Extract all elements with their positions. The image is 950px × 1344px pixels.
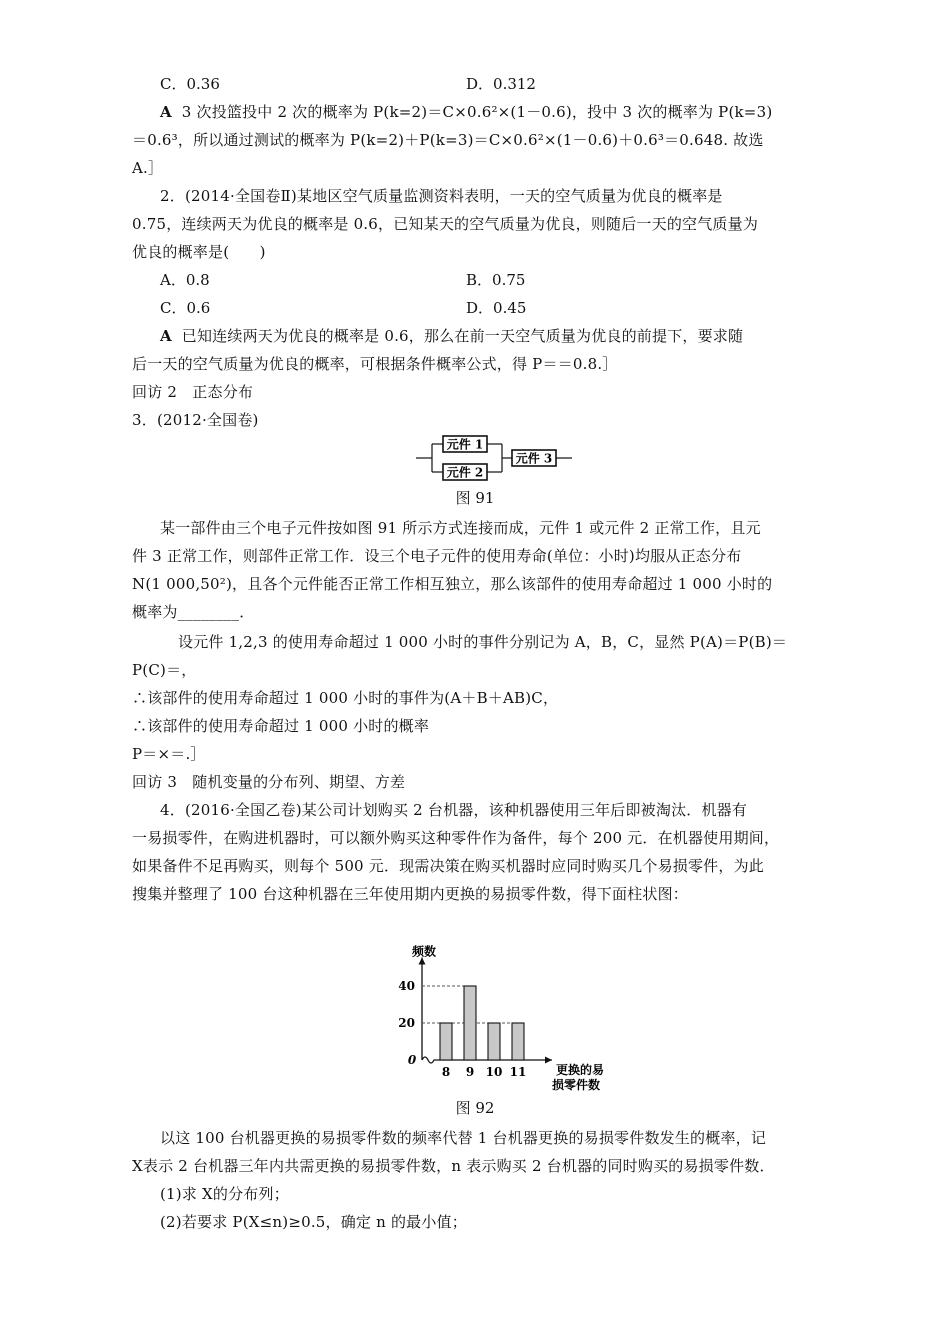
q3-head: 3．(2012·全国卷) [132,411,259,429]
q4-stem-line-2: 一易损零件，在购进机器时，可以额外购买这种零件作为备件，每个 200 元．在机器使用期间， [132,829,780,847]
x-tick-label-10: 10 [485,1065,503,1079]
x-tick-label-8: 8 [441,1065,451,1079]
x-tick-label-9: 9 [465,1065,475,1079]
q1-option-c: C．0.36 [160,75,220,93]
section-3-heading: 回访 3 随机变量的分布列、期望、方差 [132,773,406,791]
component-2-label: 元件 2 [446,465,484,480]
q1-answer-line-1 [160,98,840,126]
q4-stem-line-1: 4．(2016·全国乙卷)某公司计划购买 2 台机器，该种机器使用三年后即被淘汰．机器有 [160,801,748,819]
q1-answer-line-2: ＝0.6³，所以通过测试的概率为 P(k=2)＋P(k=3)＝C×0.6²×(1－0.6)＋0.6³＝0.648. 故选 [132,131,764,149]
q4-stem-line-3: 如果备件不足再购买，则每个 500 元．现需决策在购买机器时应同时购买几个易损零件，为此 [132,857,764,875]
q2-stem-line-1: 2．(2014·全国卷Ⅱ)某地区空气质量监测资料表明，一天的空气质量为优良的概率是 [160,187,723,205]
y-axis-arrow [419,958,426,965]
q2-answer-line-2: 后一天的空气质量为优良的概率，可根据条件概率公式，得 P＝＝0.8.］ [132,355,618,373]
component-3-label: 元件 3 [515,451,553,466]
y-tick-label-20: 20 [398,1016,415,1030]
q3-stem-line-4: 概率为________． [132,603,255,621]
q3-answer-line-2: P(C)＝， [132,661,197,679]
y-tick-label-40: 40 [398,979,415,993]
x-axis-label-line-1: 更换的易 [555,1063,605,1077]
q4-after-line-1: 以这 100 台机器更换的易损零件数的频率代替 1 台机器更换的易损零件数发生的概率，记 [160,1129,767,1147]
q4-after-line-2: X表示 2 台机器三年内共需更换的易损零件数，n 表示购买 2 台机器的同时购买的易损零件数． [132,1157,775,1175]
figure-91-caption: 图 91 [455,489,495,507]
q1-option-d: D．0.312 [466,75,536,93]
figure-92-caption: 图 92 [455,1099,495,1117]
q3-answer-line-1: 设元件 1,2,3 的使用寿命超过 1 000 小时的事件分别记为 A，B，C，显然 P(A)＝P(B)＝ [178,633,788,651]
q2-option-b: B．0.75 [466,271,526,289]
q4-stem-line-4: 搜集并整理了 100 台这种机器在三年使用期内更换的易损零件数，得下面柱状图： [132,885,688,903]
section-2-heading: 回访 2 正态分布 [132,383,254,401]
q2-option-d: D．0.45 [466,299,527,317]
q2-answer-mark: A [160,327,172,345]
bar-9 [464,986,476,1060]
x-tick-label-11: 11 [509,1065,527,1079]
q2-option-c: C．0.6 [160,299,211,317]
circuit-diagram [410,432,580,484]
bar-chart [380,905,610,1095]
q2-stem-line-3: 优良的概率是( ) [132,243,266,261]
q2-stem-line-2: 0.75，连续两天为优良的概率是 0.6，已知某天的空气质量为优良，则随后一天的空气质量为 [132,215,759,233]
q3-answer-line-4: ∴该部件的使用寿命超过 1 000 小时的概率 [132,717,430,735]
origin-label: 0 [407,1053,417,1067]
q3-stem-line-2: 件 3 正常工作，则部件正常工作．设三个电子元件的使用寿命(单位：小时)均服从正态分布 [132,547,742,565]
q3-stem-line-1: 某一部件由三个电子元件按如图 91 所示方式连接而成，元件 1 或元件 2 正常工作，且元 [160,519,761,537]
q2-option-a: A．0.8 [160,271,210,289]
x-axis-arrow [545,1057,552,1064]
q3-answer-line-5: P＝×＝.］ [132,745,206,763]
y-axis-label: 频数 [411,944,437,959]
q2-answer-line-1 [160,322,860,350]
q2-answer-text-1: 已知连续两天为优良的概率是 0.6，那么在前一天空气质量为优良的前提下，要求随 [181,327,744,345]
component-1-label: 元件 1 [446,437,484,452]
q4-part-2: (2)若要求 P(X≤n)≥0.5，确定 n 的最小值； [160,1213,467,1231]
bar-8 [440,1023,452,1060]
q1-answer-text-1: 3 次投篮投中 2 次的概率为 P(k=2)＝C×0.6²×(1－0.6)，投中 3 次的概率为 P(k=3) [181,103,773,121]
q1-answer-line-3: A.］ [132,159,164,177]
x-axis-label-line-2: 损零件数 [551,1078,601,1092]
q1-answer-mark: A [160,103,172,121]
bar-10 [488,1023,500,1060]
q3-answer-line-3: ∴该部件的使用寿命超过 1 000 小时的事件为(A＋B＋AB)C， [132,689,559,707]
bar-11 [512,1023,524,1060]
q3-stem-line-3: N(1 000,50²)，且各个元件能否正常工作相互独立，那么该部件的使用寿命超过 1 000 小时的 [132,575,773,593]
q4-part-1: (1)求 X的分布列； [160,1185,289,1203]
